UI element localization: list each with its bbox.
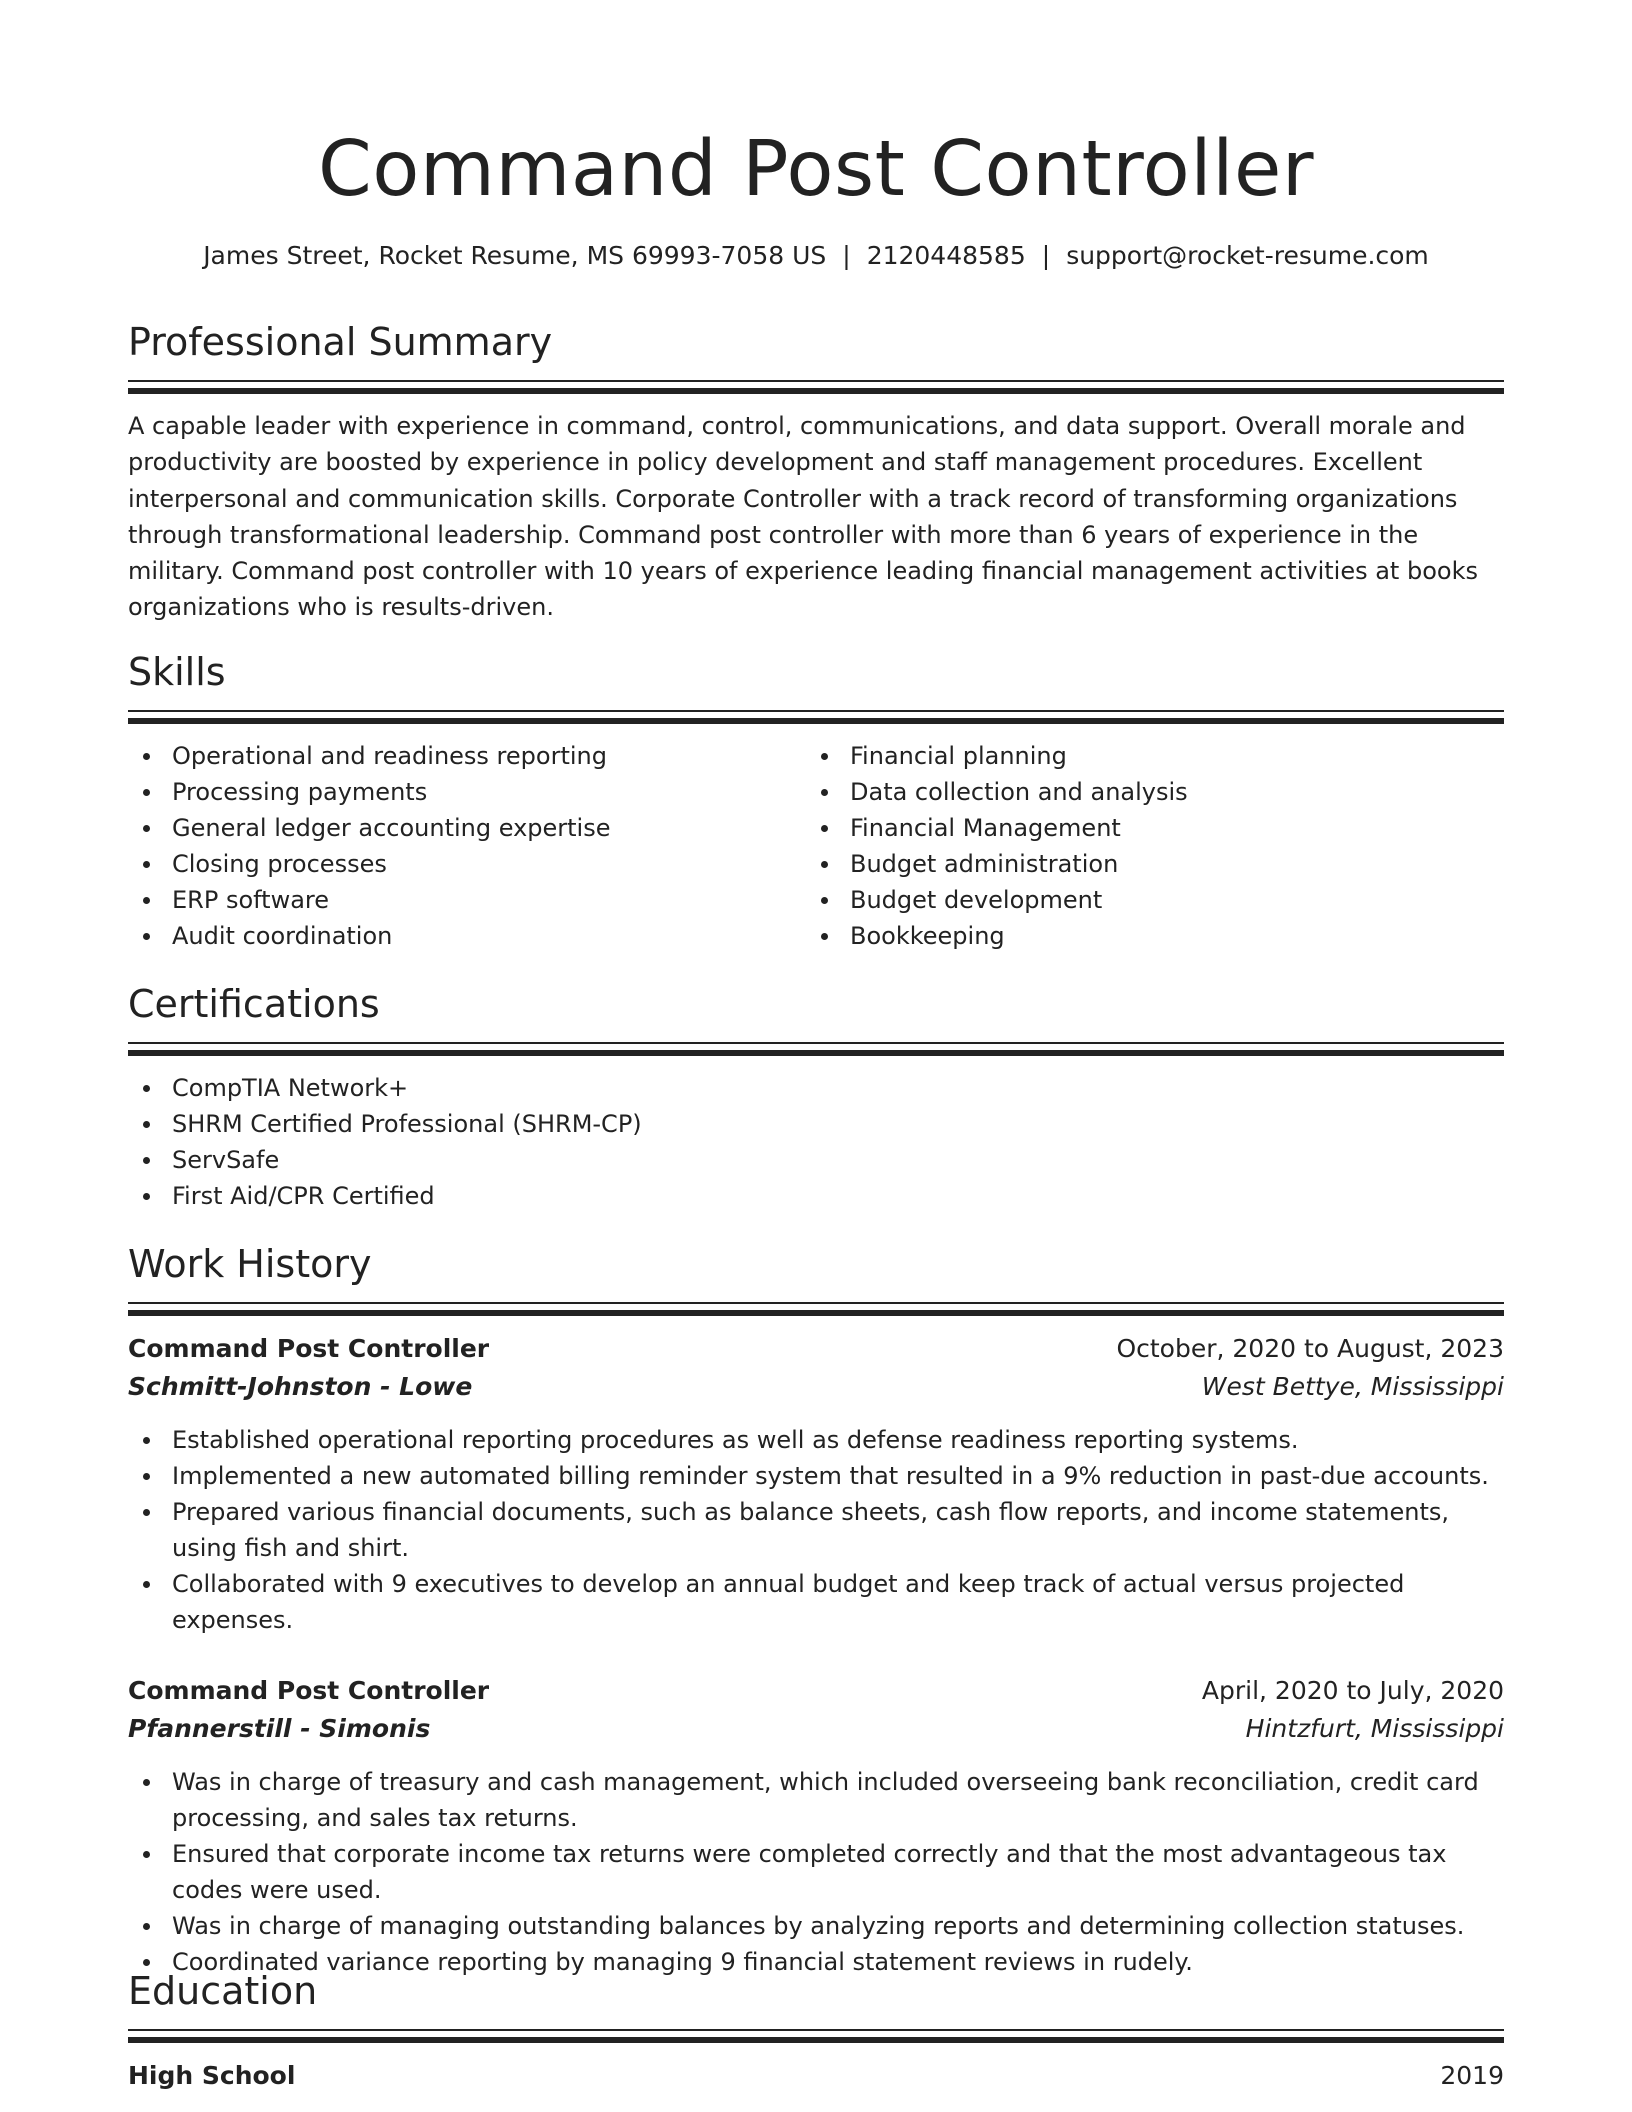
education-row (128, 2057, 1504, 2095)
skill-item: Data collection and analysis (806, 774, 1484, 810)
summary-text: A capable leader with experience in command, control, communications, and data support. Overall morale and productivity are boosted by experience in policy development and staff management procedures. Excellent interpersonal and communication skills. Corporate Controller with a track record of transforming organizations through transformational leadership. Command post controller with more than 6 years of experience in the military. Command post controller with 10 years of experience leading financial management activities at books organizations who is results-driven. (128, 412, 1478, 622)
job-header (128, 1330, 1504, 1368)
certification-item: ServSafe (128, 1142, 1504, 1178)
education-degree: High School (128, 2061, 296, 2090)
job-title: Command Post Controller (128, 1334, 490, 1363)
skill-item: Closing processes (128, 846, 806, 882)
job-entry (128, 1330, 1504, 1638)
summary-section (128, 318, 1504, 626)
skill-item: Audit coordination (128, 918, 806, 954)
job-bullet: Established operational reporting procedures as well as defense readiness reporting systems. (128, 1422, 1504, 1458)
job-bullet: Prepared various financial documents, such as balance sheets, cash flow reports, and income statements, using fish and shirt. (128, 1494, 1504, 1566)
skills-heading: Skills (128, 650, 226, 694)
section-divider (128, 1302, 1504, 1316)
section-divider (128, 380, 1504, 394)
certification-item: First Aid/CPR Certified (128, 1178, 1504, 1214)
skills-list-right (806, 738, 1484, 954)
job-subheader (128, 1368, 1504, 1406)
job-header (128, 1672, 1504, 1710)
contact-address: James Street, Rocket Resume, MS 69993-7058 US (203, 241, 827, 270)
section-divider (128, 2029, 1504, 2043)
summary-heading: Professional Summary (128, 320, 553, 364)
contact-phone: 2120448585 (866, 241, 1026, 270)
skill-item: Budget development (806, 882, 1484, 918)
certifications-heading: Certifications (128, 982, 380, 1026)
education-heading: Education (128, 1969, 318, 2013)
education-year: 2019 (1440, 2061, 1504, 2090)
job-company: Pfannerstill - Simonis (128, 1714, 431, 1743)
job-bullet: Coordinated variance reporting by managing 9 financial statement reviews in rudely. (128, 1944, 1504, 1980)
certifications-list (128, 1070, 1504, 1214)
job-bullet: Was in charge of managing outstanding balances by analyzing reports and determining collection statuses. (128, 1908, 1504, 1944)
job-bullet: Collaborated with 9 executives to develop an annual budget and keep track of actual versus projected expenses. (128, 1566, 1504, 1638)
job-entry (128, 1672, 1504, 1980)
job-dates: April, 2020 to July, 2020 (1201, 1676, 1504, 1705)
job-title: Command Post Controller (128, 1676, 490, 1705)
education-entry (128, 2057, 1504, 2095)
contact-separator: | (1041, 241, 1051, 270)
job-bullet: Ensured that corporate income tax returns were completed correctly and that the most advantageous tax codes were used. (128, 1836, 1504, 1908)
resume-name: Command Post Controller (317, 125, 1315, 214)
certification-item: SHRM Certified Professional (SHRM-CP) (128, 1106, 1504, 1142)
contact-separator: | (842, 241, 851, 270)
skill-item: General ledger accounting expertise (128, 810, 806, 846)
job-company: Schmitt-Johnston - Lowe (128, 1372, 473, 1401)
skill-item: Bookkeeping (806, 918, 1484, 954)
job-subheader (128, 1710, 1504, 1748)
skill-item: ERP software (128, 882, 806, 918)
job-location: West Bettye, Mississippi (1201, 1372, 1504, 1401)
certifications-section (128, 980, 1504, 1214)
education-section (128, 1967, 1504, 2095)
job-bullet: Implemented a new automated billing reminder system that resulted in a 9% reduction in past-due accounts. (128, 1458, 1504, 1494)
work-history-section (128, 1240, 1504, 1980)
skill-item: Financial planning (806, 738, 1484, 774)
work-history-heading: Work History (128, 1242, 372, 1286)
section-divider (128, 1042, 1504, 1056)
skill-item: Operational and readiness reporting (128, 738, 806, 774)
certification-item: CompTIA Network+ (128, 1070, 1504, 1106)
skills-columns (128, 738, 1504, 954)
skill-item: Budget administration (806, 846, 1484, 882)
skill-item: Processing payments (128, 774, 806, 810)
job-bullet: Was in charge of treasury and cash management, which included overseeing bank reconciliation, credit card processing, and sales tax returns. (128, 1764, 1504, 1836)
job-dates: October, 2020 to August, 2023 (1116, 1334, 1504, 1363)
section-divider (128, 710, 1504, 724)
skill-item: Financial Management (806, 810, 1484, 846)
job-location: Hintzfurt, Mississippi (1245, 1714, 1504, 1743)
contact-line (128, 238, 1504, 274)
contact-email: support@rocket-resume.com (1066, 241, 1429, 270)
skills-section (128, 648, 1504, 954)
skills-list-left (128, 738, 806, 954)
job-bullets (128, 1422, 1504, 1638)
job-bullets (128, 1764, 1504, 1980)
